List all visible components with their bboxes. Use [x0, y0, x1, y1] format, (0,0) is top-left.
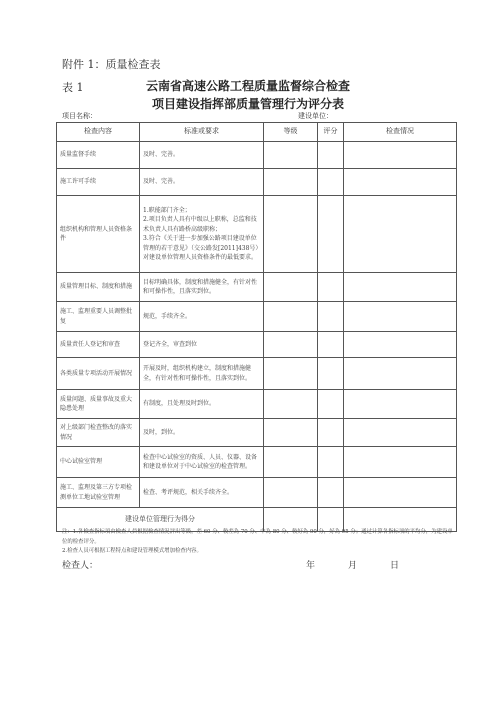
situation-cell[interactable] — [344, 447, 457, 478]
grade-cell[interactable] — [264, 332, 318, 358]
situation-cell[interactable] — [344, 390, 457, 419]
column-header: 标准或要求 — [140, 123, 264, 142]
standard-text: 有制度，且处理及时到位。 — [140, 390, 264, 419]
check-item: 组织机构和管理人员资格条件 — [57, 196, 140, 273]
check-item: 中心试验室管理 — [57, 447, 140, 478]
situation-cell[interactable] — [344, 142, 457, 169]
check-item: 质量监督手续 — [57, 142, 140, 169]
note-line-1: 注：1.各檢查指标項由檢查人員根据檢查情況評出等級，差 60 分、較差為 70 分、中為 80 分、較好為 90 分，好為 95 分；通过计算各指标项的平均分，为建设单位的检查评分。 — [62, 529, 453, 545]
check-item: 施工、监理重要人员调整批复 — [57, 302, 140, 332]
column-header: 检查内容 — [57, 123, 140, 142]
attachment-label: 附件 1：质量检查表 — [62, 58, 161, 71]
score-cell[interactable] — [318, 169, 344, 196]
check-item: 各类质量专项活动开展情况 — [57, 358, 140, 390]
standard-text: 检查中心试验室的资质、人员、仪器、设备和建设单位对于中心试验室的检查管理。 — [140, 447, 264, 478]
check-item: 施工许可手续 — [57, 169, 140, 196]
standard-text: 开展及时，组织机构建立，制度和措施健全，有针对性和可操作性，且落实到位。 — [140, 358, 264, 390]
grade-cell[interactable] — [264, 478, 318, 508]
score-cell[interactable] — [318, 273, 344, 302]
situation-cell[interactable] — [344, 273, 457, 302]
score-cell[interactable] — [318, 142, 344, 169]
column-header: 检查情况 — [344, 123, 457, 142]
check-item: 对上级部门检查整改的落实情况 — [57, 419, 140, 447]
table-row — [57, 447, 457, 478]
column-header: 评分 — [318, 123, 344, 142]
score-cell[interactable] — [318, 447, 344, 478]
grade-cell[interactable] — [264, 358, 318, 390]
column-header: 等级 — [264, 123, 318, 142]
document-title-line1: 云南省高速公路工程质量监督综合检查 — [145, 79, 350, 93]
table-row — [57, 302, 457, 332]
month-label: 月 — [348, 561, 358, 571]
grade-cell[interactable] — [264, 169, 318, 196]
score-cell[interactable] — [318, 302, 344, 332]
standard-text: 及时，到位。 — [140, 419, 264, 447]
check-item: 施工、监理及第三方专项检测单位工地试验室管理 — [57, 478, 140, 508]
grade-cell[interactable] — [264, 196, 318, 273]
standard-text: 检查、考评规范，相关手续齐全。 — [140, 478, 264, 508]
table-row — [57, 196, 457, 273]
document-title-line2: 项目建设指挥部质量管理行为评分表 — [151, 97, 344, 111]
situation-cell[interactable] — [344, 332, 457, 358]
situation-cell[interactable] — [344, 478, 457, 508]
grade-cell[interactable] — [264, 142, 318, 169]
table-row — [57, 332, 457, 358]
inspector-label: 检查人： — [62, 561, 99, 571]
table-row — [57, 169, 457, 196]
standard-text: 目标明确具体，制度和措施健全，有针对性和可操作性，且落实到位。 — [140, 273, 264, 302]
score-cell[interactable] — [318, 390, 344, 419]
table-row — [57, 419, 457, 447]
table-number: 表 1 — [62, 81, 84, 94]
score-label: 建设单位管理行为得分 — [57, 508, 264, 532]
grade-cell[interactable] — [264, 419, 318, 447]
standard-text: 1.职能部门齐全； 2.项目负责人具有中级以上职称，总监和技术负责人具有路桥高级职称； 3.符合《关于进一步加强公路项目建设单位管理的若干意见》（交公路发[2011]438号）对建设单位管理人员资格条件的最低要求。 — [140, 196, 264, 273]
standard-text: 规范，手续齐全。 — [140, 302, 264, 332]
day-label: 日 — [390, 561, 400, 571]
situation-cell[interactable] — [344, 302, 457, 332]
construction-unit-label: 建设单位： — [298, 112, 333, 120]
note-line-2: 2.检查人员可根据工程特点和建设管理模式增加检查内容。 — [62, 548, 202, 554]
table-row — [57, 390, 457, 419]
score-cell[interactable] — [318, 358, 344, 390]
project-name-label: 项目名称： — [62, 112, 97, 120]
score-cell[interactable] — [318, 332, 344, 358]
situation-cell[interactable] — [344, 358, 457, 390]
situation-cell[interactable] — [344, 169, 457, 196]
standard-text: 及时、完善。 — [140, 142, 264, 169]
standard-text: 及时、完善。 — [140, 169, 264, 196]
score-cell[interactable] — [318, 419, 344, 447]
situation-cell[interactable] — [344, 196, 457, 273]
grade-cell[interactable] — [264, 447, 318, 478]
standard-text: 登记齐全，审查到位 — [140, 332, 264, 358]
check-item: 质量问题、质量事故及重大隐患处理 — [57, 390, 140, 419]
situation-cell[interactable] — [344, 419, 457, 447]
notes — [62, 528, 454, 557]
grade-cell[interactable] — [264, 390, 318, 419]
score-cell[interactable] — [318, 196, 344, 273]
grade-cell[interactable] — [264, 273, 318, 302]
year-label: 年 — [306, 561, 316, 571]
evaluation-table — [56, 122, 457, 532]
table-header-row — [57, 123, 457, 142]
table-row — [57, 273, 457, 302]
check-item: 质量管理目标、制度和措施 — [57, 273, 140, 302]
table-row — [57, 478, 457, 508]
score-cell[interactable] — [318, 478, 344, 508]
table-row — [57, 358, 457, 390]
check-item: 质量责任人登记和审查 — [57, 332, 140, 358]
grade-cell[interactable] — [264, 302, 318, 332]
table-row — [57, 142, 457, 169]
